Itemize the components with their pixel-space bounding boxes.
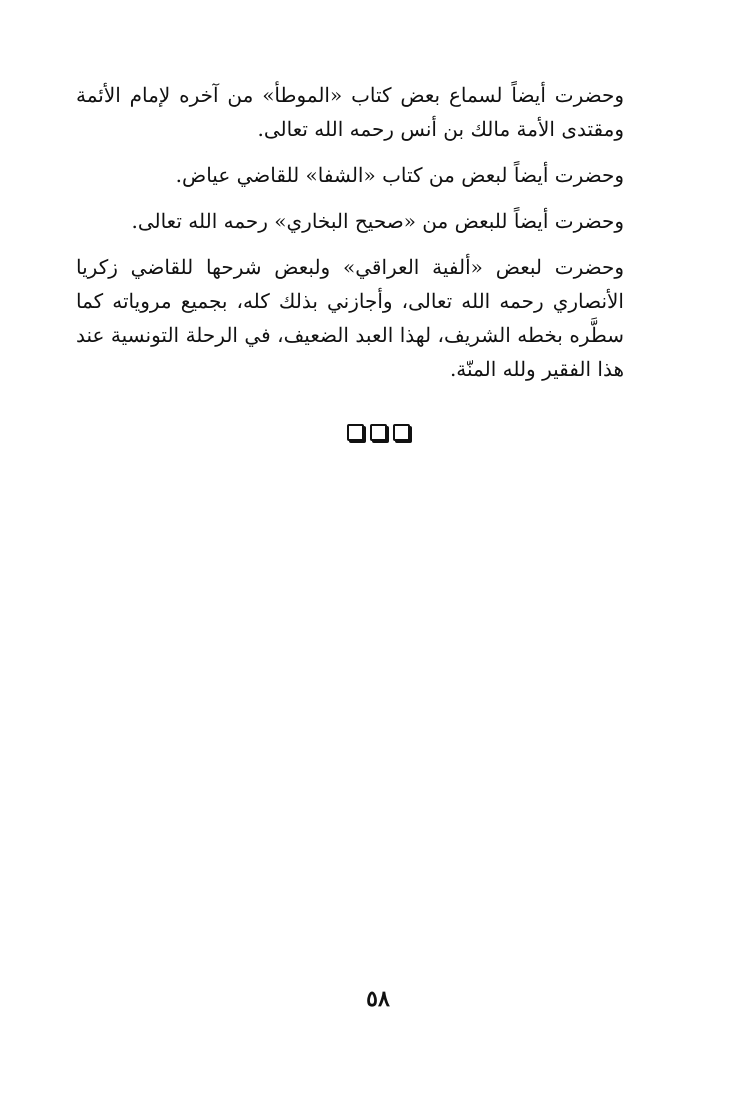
paragraph-muwatta: وحضرت أيضاً لسماع بعض كتاب «الموطأ» من آخره لإمام الأئمة ومقتدى الأمة مالك بن أنس رحمه الله تعالى. [76, 83, 624, 141]
page-number: ٥٨ [366, 986, 390, 1012]
paragraph-alfiyya: وحضرت لبعض «ألفية العراقي» ولبعض شرحها للقاضي زكريا الأنصاري رحمه الله تعالى، وأجازني بذلك كله، بجميع مروياته كما سطَّره بخطه الشريف، لهذا العبد الضعيف، في الرحلة التونسية عند هذا الفقير ولله المنّة. [76, 255, 624, 381]
square-ornament-icon [370, 424, 387, 441]
square-ornament-icon [393, 424, 410, 441]
section-separator [0, 424, 756, 441]
square-ornament-icon [347, 424, 364, 441]
page-body [76, 78, 624, 398]
paragraph-bukhari: وحضرت أيضاً للبعض من «صحيح البخاري» رحمه الله تعالى. [131, 209, 624, 233]
paragraph-shifa: وحضرت أيضاً لبعض من كتاب «الشفا» للقاضي عياض. [175, 163, 624, 187]
